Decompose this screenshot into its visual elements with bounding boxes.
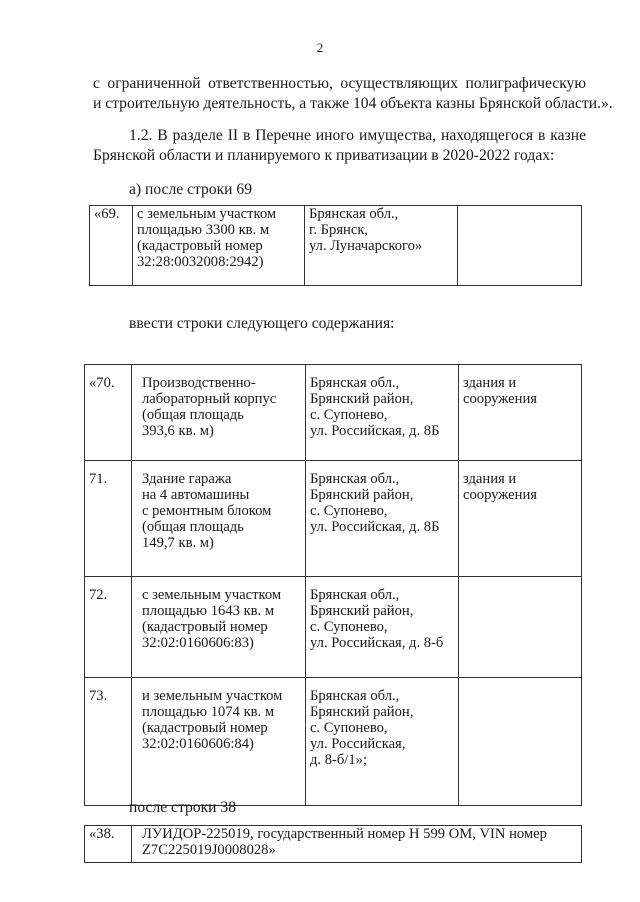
cell-type xyxy=(459,678,582,806)
cell-description: с земельным участком площадью 1643 кв. м (кадастровый номер 32:02:0160606:83) xyxy=(132,577,306,678)
cell-description: Здание гаража на 4 автомашины с ремонтным блоком (общая площадь 149,7 кв. м) xyxy=(132,461,306,577)
intro-text: ввести строки следующего содержания: xyxy=(129,315,395,332)
cell-address: Брянская обл., Брянский район, с. Супонево, ул. Российская, д. 8-б/1»; xyxy=(306,678,459,806)
cell-number: 72. xyxy=(85,577,132,678)
cell-number: «70. xyxy=(85,365,132,461)
table-row xyxy=(85,365,582,461)
table-row xyxy=(85,678,582,806)
cell-type: здания и сооружения xyxy=(459,365,582,461)
table-new-rows xyxy=(84,364,582,806)
cell-number: «69. xyxy=(90,206,133,286)
page-number: 2 xyxy=(316,40,324,55)
paragraph-line: Брянской области и планируемого к приватизации в 2020-2022 годах: xyxy=(93,147,555,164)
paragraph-line: с ограниченной ответственностью, осуществляющих полиграфическую xyxy=(93,75,586,92)
cell-type xyxy=(458,206,582,286)
paragraph-section-2 xyxy=(93,126,586,166)
cell-description: ЛУИДОР-225019, государственный номер Н 599 ОМ, VIN номер Z7C225019J0008028» xyxy=(132,826,582,863)
cell-address: Брянская обл., г. Брянск, ул. Луначарского» xyxy=(305,206,458,286)
table-row xyxy=(90,206,582,286)
cell-number: «38. xyxy=(85,826,132,863)
cell-address: Брянская обл., Брянский район, с. Супонево, ул. Российская, д. 8-б xyxy=(306,577,459,678)
after-row-38: после строки 38 xyxy=(129,799,236,816)
table-row-38 xyxy=(84,825,582,863)
cell-description: Производственно- лабораторный корпус (общая площадь 393,6 кв. м) xyxy=(132,365,306,461)
paragraph-line: и строительную деятельность, а также 104 объекта казны Брянской области.». xyxy=(93,95,613,112)
cell-number: 73. xyxy=(85,678,132,806)
table-row xyxy=(85,577,582,678)
table-row-69 xyxy=(89,205,582,286)
cell-address: Брянская обл., Брянский район, с. Супонево, ул. Российская, д. 8Б xyxy=(306,461,459,577)
cell-address: Брянская обл., Брянский район, с. Супонево, ул. Российская, д. 8Б xyxy=(306,365,459,461)
cell-description: и земельным участком площадью 1074 кв. м (кадастровый номер 32:02:0160606:84) xyxy=(132,678,306,806)
paragraph-continuation xyxy=(93,74,613,114)
cell-type: здания и сооружения xyxy=(459,461,582,577)
paragraph-line: 1.2. В разделе II в Перечне иного имущества, находящегося в казне xyxy=(129,127,586,144)
table-row xyxy=(85,826,582,863)
subpoint-a: а) после строки 69 xyxy=(129,181,252,198)
cell-type xyxy=(459,577,582,678)
cell-number: 71. xyxy=(85,461,132,577)
table-row xyxy=(85,461,582,577)
cell-description: с земельным участком площадью 3300 кв. м (кадастровый номер 32:28:0032008:2942) xyxy=(133,206,305,286)
